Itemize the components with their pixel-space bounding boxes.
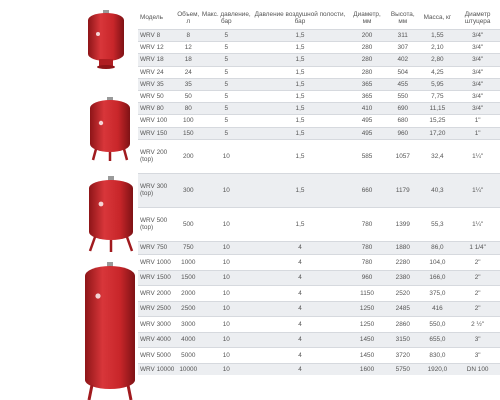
cell-connection: 1" <box>455 115 500 127</box>
cell-pre-pressure: 4 <box>252 286 348 302</box>
cell-volume: 8 <box>176 30 201 42</box>
cell-volume: 750 <box>176 241 201 255</box>
cell-diameter: 200 <box>348 30 386 42</box>
cell-mass: 17,20 <box>420 127 456 139</box>
cell-mass: 11,15 <box>420 103 456 115</box>
cell-diameter: 280 <box>348 42 386 54</box>
cell-height: 402 <box>386 54 420 66</box>
cell-connection: 2 ½" <box>455 317 500 333</box>
cell-diameter: 960 <box>348 270 386 286</box>
cell-pressure: 5 <box>201 103 252 115</box>
cell-pressure: 5 <box>201 30 252 42</box>
cell-volume: 100 <box>176 115 201 127</box>
cell-height: 2280 <box>386 255 420 271</box>
cell-model: WRV 1500 <box>138 270 176 286</box>
cell-mass: 15,25 <box>420 115 456 127</box>
cell-mass: 104,0 <box>420 255 456 271</box>
cell-pre-pressure: 1,5 <box>252 42 348 54</box>
cell-connection: 1" <box>455 127 500 139</box>
cell-model: WRV 100 <box>138 115 176 127</box>
cell-connection: 2" <box>455 286 500 302</box>
table-row <box>138 42 500 54</box>
cell-pre-pressure: 4 <box>252 348 348 364</box>
cell-pre-pressure: 4 <box>252 255 348 271</box>
table-row <box>138 207 500 241</box>
cell-diameter: 780 <box>348 255 386 271</box>
table-row <box>138 301 500 317</box>
cell-model: WRV 500 (top) <box>138 207 176 241</box>
cell-pre-pressure: 1,5 <box>252 78 348 90</box>
cell-pre-pressure: 4 <box>252 363 348 375</box>
cell-pressure: 5 <box>201 42 252 54</box>
cell-pressure: 10 <box>201 173 252 207</box>
table-row <box>138 317 500 333</box>
cell-volume: 150 <box>176 127 201 139</box>
large-expansion-tank-icon <box>86 176 136 254</box>
cell-model: WRV 150 <box>138 127 176 139</box>
cell-diameter: 660 <box>348 173 386 207</box>
cell-mass: 416 <box>420 301 456 317</box>
cell-model: WRV 3000 <box>138 317 176 333</box>
table-body <box>138 30 500 376</box>
cell-height: 2860 <box>386 317 420 333</box>
cell-pre-pressure: 4 <box>252 301 348 317</box>
cell-connection: 1¼" <box>455 139 500 173</box>
cell-volume: 3000 <box>176 317 201 333</box>
table-row <box>138 30 500 42</box>
cell-mass: 7,75 <box>420 90 456 102</box>
cell-diameter: 280 <box>348 66 386 78</box>
cell-pre-pressure: 4 <box>252 270 348 286</box>
cell-pressure: 10 <box>201 348 252 364</box>
cell-volume: 12 <box>176 42 201 54</box>
cell-model: WRV 35 <box>138 78 176 90</box>
cell-height: 550 <box>386 90 420 102</box>
cell-pre-pressure: 1,5 <box>252 66 348 78</box>
cell-connection: 3/4" <box>455 103 500 115</box>
cell-diameter: 1250 <box>348 317 386 333</box>
cell-pressure: 5 <box>201 115 252 127</box>
cell-height: 2520 <box>386 286 420 302</box>
cell-diameter: 365 <box>348 90 386 102</box>
cell-mass: 86,0 <box>420 241 456 255</box>
cell-pre-pressure: 1,5 <box>252 207 348 241</box>
table-row <box>138 66 500 78</box>
cell-height: 5750 <box>386 363 420 375</box>
cell-pre-pressure: 4 <box>252 317 348 333</box>
cell-diameter: 1600 <box>348 363 386 375</box>
cell-pressure: 10 <box>201 241 252 255</box>
cell-pre-pressure: 4 <box>252 332 348 348</box>
cell-volume: 4000 <box>176 332 201 348</box>
cell-mass: 655,0 <box>420 332 456 348</box>
header-connection: Диаметр штуцера <box>464 10 491 25</box>
cell-connection: 2" <box>455 301 500 317</box>
cell-height: 3720 <box>386 348 420 364</box>
cell-connection: 3/4" <box>455 42 500 54</box>
cell-volume: 200 <box>176 139 201 173</box>
cell-connection: 3/4" <box>455 78 500 90</box>
cell-pressure: 10 <box>201 270 252 286</box>
table-row <box>138 332 500 348</box>
cell-height: 1880 <box>386 241 420 255</box>
table-row <box>138 348 500 364</box>
spec-table <box>138 7 500 375</box>
cell-pressure: 5 <box>201 66 252 78</box>
cell-model: WRV 300 (top) <box>138 173 176 207</box>
cell-height: 311 <box>386 30 420 42</box>
cell-connection: 1¼" <box>455 207 500 241</box>
header-pre-pressure: Давление воздушной полости, бар <box>254 10 346 25</box>
cell-model: WRV 12 <box>138 42 176 54</box>
spec-table-container <box>138 7 500 375</box>
cell-mass: 550,0 <box>420 317 456 333</box>
cell-connection: DN 100 <box>455 363 500 375</box>
cell-connection: 1¼" <box>455 173 500 207</box>
cell-pressure: 10 <box>201 317 252 333</box>
table-row <box>138 363 500 375</box>
cell-mass: 375,0 <box>420 286 456 302</box>
cell-diameter: 1450 <box>348 348 386 364</box>
table-row <box>138 241 500 255</box>
table-row <box>138 139 500 173</box>
cell-pressure: 10 <box>201 332 252 348</box>
cell-mass: 40,3 <box>420 173 456 207</box>
cell-model: WRV 80 <box>138 103 176 115</box>
cell-height: 690 <box>386 103 420 115</box>
table-row <box>138 90 500 102</box>
cell-height: 1057 <box>386 139 420 173</box>
cell-diameter: 280 <box>348 54 386 66</box>
cell-diameter: 495 <box>348 115 386 127</box>
cell-pre-pressure: 1,5 <box>252 103 348 115</box>
cell-height: 680 <box>386 115 420 127</box>
cell-pressure: 10 <box>201 255 252 271</box>
cell-pre-pressure: 4 <box>252 241 348 255</box>
cell-connection: 3/4" <box>455 90 500 102</box>
cell-connection: 2" <box>455 270 500 286</box>
cell-volume: 300 <box>176 173 201 207</box>
cell-model: WRV 8 <box>138 30 176 42</box>
cell-connection: 3/4" <box>455 30 500 42</box>
header-height: Высота, мм <box>390 10 415 25</box>
cell-height: 504 <box>386 66 420 78</box>
cell-connection: 3" <box>455 332 500 348</box>
header-mass: Масса, кг <box>423 14 452 22</box>
cell-height: 307 <box>386 42 420 54</box>
cell-connection: 2" <box>455 255 500 271</box>
cell-mass: 2,10 <box>420 42 456 54</box>
cell-diameter: 410 <box>348 103 386 115</box>
cell-volume: 10000 <box>176 363 201 375</box>
cell-pressure: 10 <box>201 207 252 241</box>
cell-pressure: 5 <box>201 54 252 66</box>
cell-diameter: 365 <box>348 78 386 90</box>
cell-mass: 1,55 <box>420 30 456 42</box>
table-row <box>138 115 500 127</box>
cell-mass: 2,80 <box>420 54 456 66</box>
cell-model: WRV 2000 <box>138 286 176 302</box>
cell-height: 1399 <box>386 207 420 241</box>
cell-pressure: 5 <box>201 90 252 102</box>
cell-model: WRV 10000 <box>138 363 176 375</box>
cell-mass: 32,4 <box>420 139 456 173</box>
cell-mass: 1920,0 <box>420 363 456 375</box>
cell-volume: 1500 <box>176 270 201 286</box>
cell-volume: 35 <box>176 78 201 90</box>
cell-height: 1179 <box>386 173 420 207</box>
cell-mass: 4,25 <box>420 66 456 78</box>
cell-model: WRV 5000 <box>138 348 176 364</box>
tall-expansion-tank-icon <box>82 262 138 400</box>
table-row <box>138 54 500 66</box>
cell-pre-pressure: 1,5 <box>252 30 348 42</box>
cell-connection: 3" <box>455 348 500 364</box>
cell-connection: 1 1/4" <box>455 241 500 255</box>
cell-pre-pressure: 1,5 <box>252 54 348 66</box>
header-volume: Объем, л <box>177 10 200 25</box>
cell-pre-pressure: 1,5 <box>252 173 348 207</box>
table-row <box>138 78 500 90</box>
header-model: Модель <box>140 14 163 22</box>
header-diameter: Диаметр, мм <box>353 10 381 25</box>
cell-pressure: 5 <box>201 127 252 139</box>
table-row <box>138 127 500 139</box>
cell-diameter: 1150 <box>348 286 386 302</box>
table-header-row <box>138 7 500 30</box>
header-pressure: Макс. давление, бар <box>201 10 251 25</box>
cell-pre-pressure: 1,5 <box>252 139 348 173</box>
cell-height: 455 <box>386 78 420 90</box>
cell-diameter: 1250 <box>348 301 386 317</box>
cell-diameter: 585 <box>348 139 386 173</box>
cell-diameter: 1450 <box>348 332 386 348</box>
small-expansion-tank-icon <box>86 10 126 70</box>
table-row <box>138 173 500 207</box>
cell-model: WRV 4000 <box>138 332 176 348</box>
cell-model: WRV 18 <box>138 54 176 66</box>
cell-height: 2485 <box>386 301 420 317</box>
medium-expansion-tank-icon <box>88 97 132 163</box>
cell-pre-pressure: 1,5 <box>252 127 348 139</box>
cell-height: 960 <box>386 127 420 139</box>
cell-volume: 1000 <box>176 255 201 271</box>
cell-model: WRV 750 <box>138 241 176 255</box>
cell-height: 2380 <box>386 270 420 286</box>
cell-volume: 80 <box>176 103 201 115</box>
table-row <box>138 255 500 271</box>
cell-diameter: 780 <box>348 241 386 255</box>
cell-pressure: 10 <box>201 286 252 302</box>
cell-model: WRV 2500 <box>138 301 176 317</box>
cell-model: WRV 24 <box>138 66 176 78</box>
cell-model: WRV 200 (top) <box>138 139 176 173</box>
cell-volume: 2500 <box>176 301 201 317</box>
cell-volume: 50 <box>176 90 201 102</box>
cell-pressure: 5 <box>201 78 252 90</box>
cell-pre-pressure: 1,5 <box>252 115 348 127</box>
cell-connection: 3/4" <box>455 54 500 66</box>
cell-mass: 55,3 <box>420 207 456 241</box>
cell-volume: 18 <box>176 54 201 66</box>
cell-diameter: 780 <box>348 207 386 241</box>
cell-volume: 24 <box>176 66 201 78</box>
cell-connection: 3/4" <box>455 66 500 78</box>
cell-volume: 5000 <box>176 348 201 364</box>
table-row <box>138 270 500 286</box>
cell-height: 3150 <box>386 332 420 348</box>
cell-pressure: 10 <box>201 301 252 317</box>
table-row <box>138 103 500 115</box>
cell-diameter: 495 <box>348 127 386 139</box>
cell-pressure: 10 <box>201 363 252 375</box>
cell-model: WRV 50 <box>138 90 176 102</box>
cell-volume: 500 <box>176 207 201 241</box>
cell-model: WRV 1000 <box>138 255 176 271</box>
cell-mass: 5,95 <box>420 78 456 90</box>
cell-pre-pressure: 1,5 <box>252 90 348 102</box>
cell-pressure: 10 <box>201 139 252 173</box>
table-row <box>138 286 500 302</box>
cell-mass: 830,0 <box>420 348 456 364</box>
cell-volume: 2000 <box>176 286 201 302</box>
cell-mass: 166,0 <box>420 270 456 286</box>
